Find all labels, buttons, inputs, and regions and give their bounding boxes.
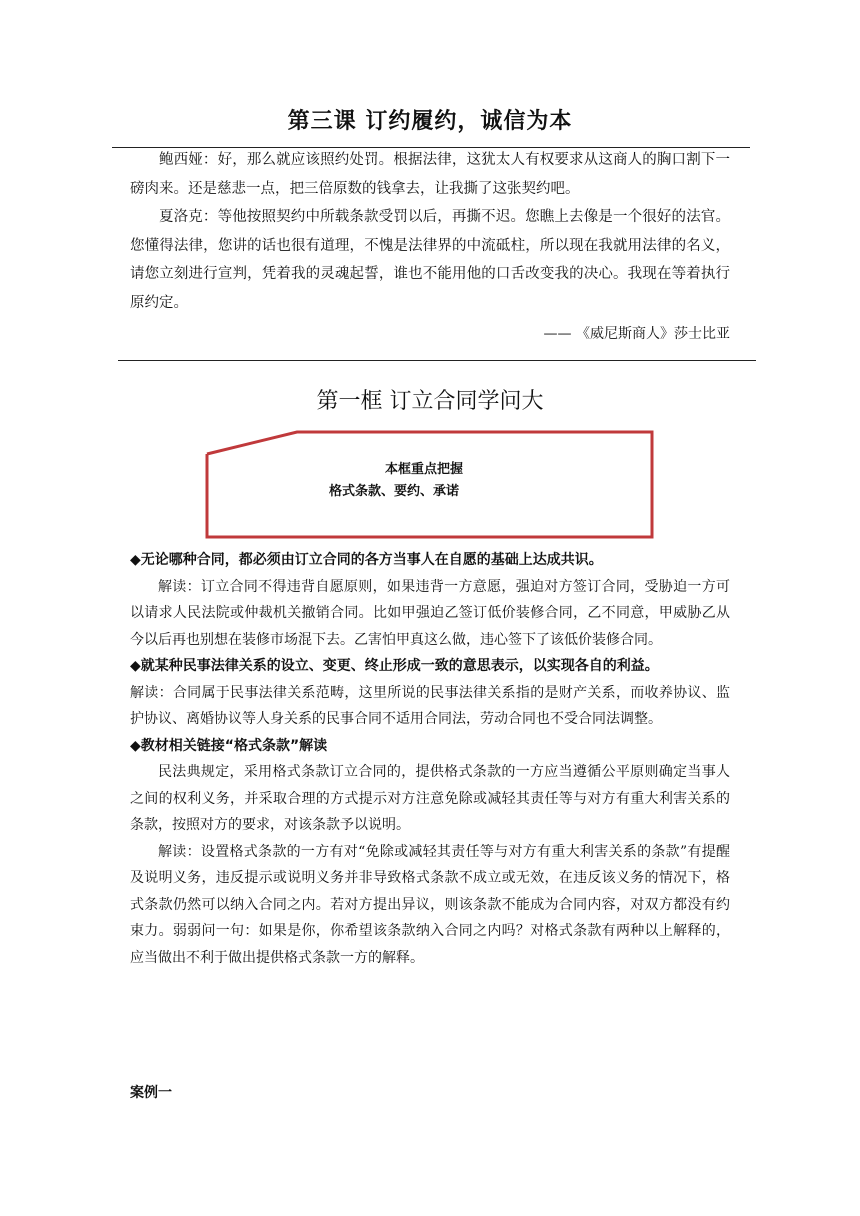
quote-attribution: —— 《威尼斯商人》莎士比亚 — [543, 326, 730, 342]
key-points-heading: 本框重点把握 — [385, 462, 464, 477]
key-point: ◆教材相关链接“格式条款”解读 — [130, 737, 328, 754]
explanation-paragraph: 解读：订立合同不得违背自愿原则，如果违背一方意愿，强迫对方签订合同，受胁迫一方可以请求人民法院或仲裁机关撤销合同。比如甲强迫乙签订低价装修合同，乙不同意，甲威胁乙从今以后再也别想在装修市场混下去。乙害怕甲真这么做，违心签下了该低价装修合同。 — [130, 578, 730, 648]
key-points-items: 格式条款、要约、承诺 — [329, 484, 460, 499]
quote-paragraph: 夏洛克：等他按照契约中所载条款受罚以后，再撕不迟。您瞧上去像是一个很好的法官。您懂得法律，您讲的话也很有道理，不愧是法律界的中流砥柱，所以现在我就用法律的名义，请您立刻进行宣判，凭着我的灵魂起誓，谁也不能用他的口舌改变我的决心。我现在等着执行原约定。 — [130, 209, 730, 311]
quote-paragraph: 鲍西娅：好，那么就应该照约处罚。根据法律，这犹太人有权要求从这商人的胸口割下一磅肉来。还是慈悲一点，把三倍原数的钱拿去，让我撕了这张契约吧。 — [130, 152, 730, 197]
frame-title: 第一框 订立合同学问大 — [316, 389, 544, 414]
textbook-paragraph: 民法典规定，采用格式条款订立合同的，提供格式条款的一方应当遵循公平原则确定当事人之间的权利义务，并采取合理的方式提示对方注意免除或减轻其责任等与对方有重大利害关系的条款，按照对方的要求，对该条款予以说明。 — [130, 764, 730, 833]
case-label: 案例一 — [130, 1085, 172, 1101]
middle-divider — [118, 360, 756, 361]
lesson-title: 第三课 订约履约，诚信为本 — [287, 109, 573, 134]
explanation-paragraph: 解读：合同属于民事法律关系范畴，这里所说的民事法律关系指的是财产关系，而收养协议、监护协议、离婚协议等人身关系的民事合同不适用合同法，劳动合同也不受合同法调整。 — [130, 684, 730, 727]
content-body — [130, 547, 730, 971]
key-points-box — [205, 430, 655, 540]
explanation-paragraph: 解读：设置格式条款的一方有对“免除或减轻其责任等与对方有重大利害关系的条款”有提醒及说明义务，违反提示或说明义务并非导致格式条款不成立或无效，在违反该义务的情况下，格式条款仍然可以纳入合同之内。若对方提出异议，则该条款不能成为合同内容，对双方都没有约束力。弱弱问一句：如果是你，你希望该条款纳入合同之内吗？对格式条款有两种以上解释的，应当做出不利于做出提供格式条款一方的解释。 — [130, 843, 730, 966]
key-point: ◆就某种民事法律关系的设立、变更、终止形成一致的意思表示，以实现各自的利益。 — [130, 658, 659, 674]
key-point: ◆无论哪种合同，都必须由订立合同的各方当事人在自愿的基础上达成共识。 — [130, 552, 603, 568]
quote-block — [130, 146, 730, 317]
